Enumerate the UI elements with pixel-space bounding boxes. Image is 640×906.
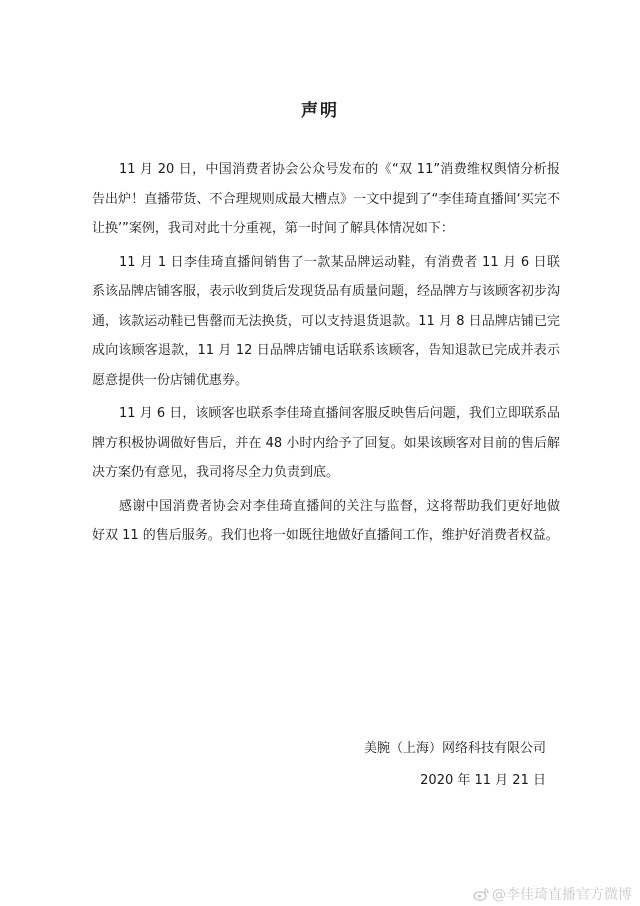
- signature-company: 美腕（上海）网络科技有限公司: [363, 741, 546, 756]
- signature-date: 2020 年 11 月 21 日: [420, 773, 546, 788]
- watermark-text: @李佳琦直播官方微博: [492, 887, 632, 903]
- paragraph-1: 11 月 20 日，中国消费者协会公众号发布的《“双 11”消费维权舆情分析报告出炉！直播带货、不合理规则成最大槽点》一文中提到了“李佳琦直播间‘买完不让换’”案例，我司对此十分重视，第一时间了解具体情况如下：: [92, 162, 560, 236]
- document-body: [92, 155, 560, 555]
- watermark: [473, 884, 632, 904]
- paragraph-4: 感谢中国消费者协会对李佳琦直播间的关注与监督，这将帮助我们更好地做好双 11 的售后服务。我们也将一如既往地做好直播间工作，维护好消费者权益。: [92, 498, 560, 543]
- weibo-icon: [473, 887, 489, 901]
- paragraph-3: 11 月 6 日，该顾客也联系李佳琦直播间客服反映售后问题，我们立即联系品牌方积极协调做好售后，并在 48 小时内给予了回复。如果该顾客对目前的售后解决方案仍有意见，我司将尽全力负责到底。: [92, 406, 560, 480]
- document-title: 声明: [301, 101, 339, 121]
- paragraph-2: 11 月 1 日李佳琦直播间销售了一款某品牌运动鞋，有消费者 11 月 6 日联系该品牌店铺客服，表示收到货后发现货品有质量问题，经品牌方与该顾客初步沟通，该款运动鞋已售罄而无法换货，可以支持退货退款。11 月 8 日品牌店铺已完成向该顾客退款，11 月 12 日品牌店铺电话联系该顾客，告知退款已完成并表示愿意提供一份店铺优惠券。: [92, 254, 561, 388]
